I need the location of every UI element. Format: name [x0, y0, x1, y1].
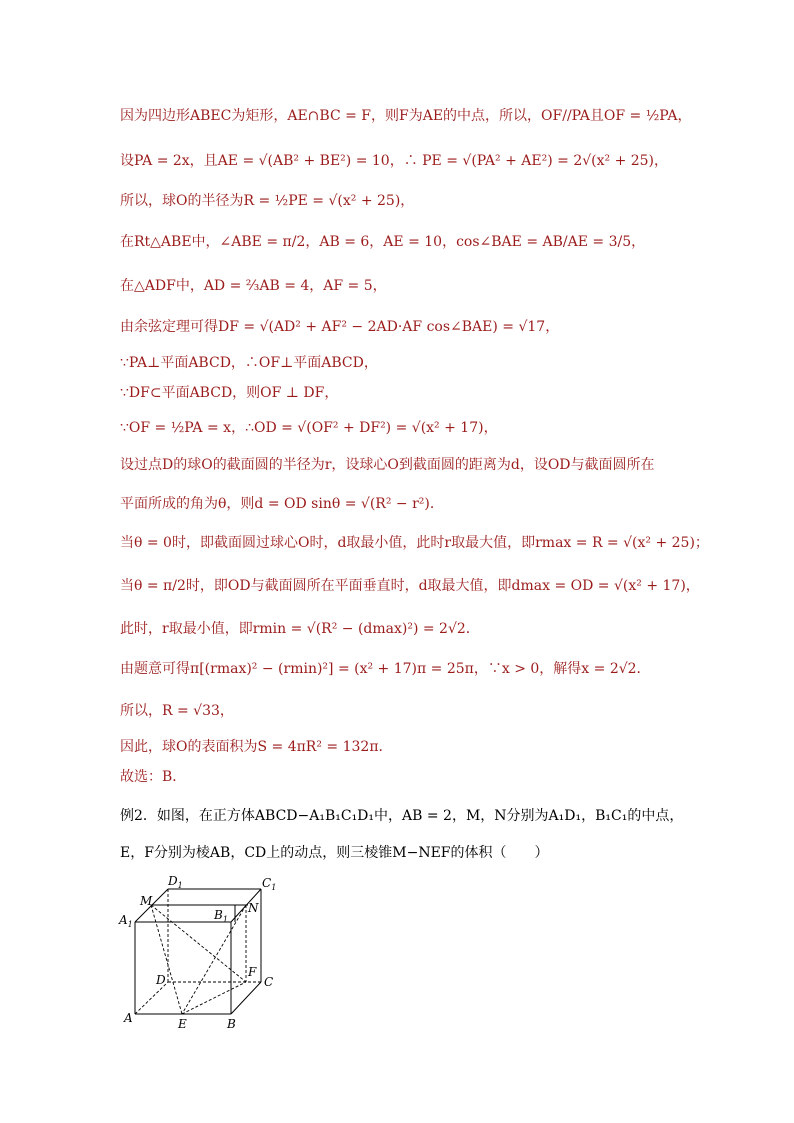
text-line: 此时，r取最小值，即rmin = √(R² − (dmax)²) = 2√2． [120, 621, 480, 637]
text-line: 因为四边形ABEC为矩形，AE∩BC = F，则F为AE的中点，所以，OF//PA且OF = ½PA， [120, 108, 692, 124]
label-e: E [178, 1017, 187, 1031]
text-line: 设PA = 2x，且AE = √(AB² + BE²) = 10，∴ PE = √(PA² + AE²) = 2√(x² + 25)， [120, 153, 669, 169]
text-line: 所以，球O的半径为R = ½PE = √(x² + 25)， [120, 193, 415, 209]
text-line: 当θ = π/2时，即OD与截面圆所在平面垂直时，d取最大值，即dmax = OD = √(x² + 17)， [120, 578, 700, 594]
text-line: 故选：B． [120, 769, 187, 785]
label-c: C [264, 975, 274, 989]
text-line: 平面所成的角为θ，则d = OD sinθ = √(R² − r²)． [120, 496, 444, 512]
text-line: 由余弦定理可得DF = √(AD² + AF² − 2AD·AF cos∠BAE) = √17， [120, 319, 560, 335]
label-f: F [248, 965, 257, 979]
label-n: N [248, 901, 259, 915]
label-c1: $C_1$ [262, 876, 277, 892]
text-line: 由题意可得π[(rmax)² − (rmin)²] = (x² + 17)π = 25π，∵x > 0，解得x = 2√2． [120, 661, 651, 677]
cube-diagram [118, 872, 288, 1032]
label-a1: $A_1$ [119, 913, 133, 929]
label-a: A [124, 1011, 133, 1025]
text-line: ∵OF = ½PA = x，∴OD = √(OF² + DF²) = √(x² + 17)， [120, 420, 498, 436]
text-line: E，F分别为棱AB，CD上的动点，则三棱锥M−NEF的体积（ ） [120, 845, 549, 861]
label-d: D [156, 973, 166, 987]
text-line: ∵DF⊂平面ABCD，则OF ⊥ DF， [120, 385, 339, 401]
segment-me [151, 905, 182, 1014]
text-line: ∵PA⊥平面ABCD，∴OF⊥平面ABCD， [120, 355, 378, 371]
text-line: 所以，R = √33， [120, 703, 234, 719]
text-line: 因此，球O的表面积为S = 4πR² = 132π． [120, 739, 393, 755]
text-line: 设过点D的球O的截面圆的半径为r，设球心O到截面圆的距离为d，设OD与截面圆所在 [120, 457, 655, 473]
text-line: 当θ = 0时，即截面圆过球心O时，d取最小值，此时r取最大值，即rmax = R = √(x² + 25)； [120, 535, 709, 551]
cube-figure [118, 872, 288, 1032]
label-m: M [140, 894, 153, 908]
text-line: 在△ADF中，AD = ⅔AB = 4，AF = 5， [120, 278, 387, 294]
label-b1: $B_1$ [214, 908, 228, 924]
text-line: 例2．如图，在正方体ABCD−A₁B₁C₁D₁中，AB = 2，M，N分别为A₁D₁，B₁C₁的中点， [120, 808, 684, 824]
text-line: 在Rt△ABE中，∠ABE = π/2，AB = 6，AE = 10，cos∠BAE = AB/AE = 3/5， [120, 234, 646, 250]
segment-mf [151, 905, 246, 982]
label-b: B [227, 1017, 236, 1031]
label-d1: $D_1$ [168, 874, 183, 890]
